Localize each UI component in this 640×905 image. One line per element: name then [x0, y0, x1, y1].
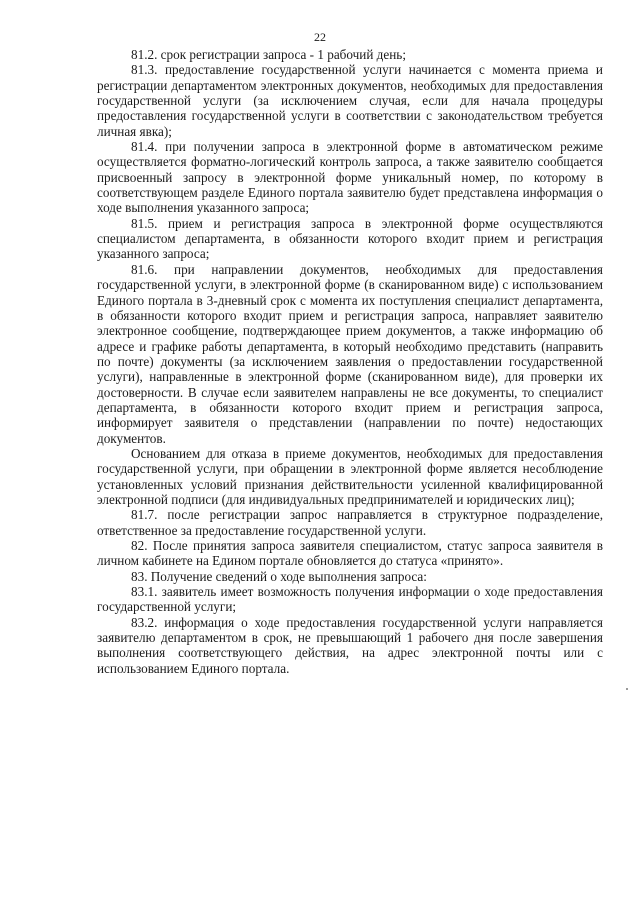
paragraph-82: 82. После принятия запроса заявителя специалистом, статус запроса заявителя в личном кабинете на Едином портале обновляется до статуса «принято».	[97, 538, 603, 569]
paragraph-81-4: 81.4. при получении запроса в электронной форме в автоматическом режиме осуществляется форматно-логический контроль запроса, а также заявителю сообщается присвоенный запросу в электронной форме уникальный номер, по которому в соответствующем разделе Единого портала заявителю будет представлена информация о ходе выполнения указанного запроса;	[97, 139, 603, 216]
paragraph-81-6: 81.6. при направлении документов, необходимых для предоставления государственной услуги, в электронной форме (в сканированном виде) с использованием Единого портала в 3-дневный срок с момента их поступления специалист департамента, в обязанности которого входит прием и регистрация запроса, направляет заявителю электронное сообщение, подтверждающее прием документов, а также информацию об адресе и графике работы департамента, в который необходимо представить (направить по почте) документы (за исключением заявления о предоставлении государственной услуги), направленные в электронной форме (сканированном виде), для проверки их достоверности. В случае если заявителем направлены не все документы, то специалист департамента, в обязанности которого входит прием и регистрация запроса, информирует заявителя о представлении (направлении по почте) недостающих документов.	[97, 261, 603, 446]
paragraph-81-7: 81.7. после регистрации запрос направляется в структурное подразделение, ответственное за предоставление государственной услуги.	[97, 507, 603, 538]
paragraph-81-3: 81.3. предоставление государственной услуги начинается с момента приема и регистрации департаментом электронных документов, необходимых для предоставления государственной услуги (за исключением случая, если для начала процедуры предоставления государственной услуги в соответствии с законодательством требуется личная явка);	[97, 62, 603, 139]
paragraph-81-5: 81.5. прием и регистрация запроса в электронной форме осуществляются специалистом департамента, в обязанности которого входит прием и регистрация указанного запроса;	[97, 215, 603, 262]
document-body	[97, 47, 603, 676]
paragraph-83-1: 83.1. заявитель имеет возможность получения информации о ходе предоставления государственной услуги;	[97, 584, 603, 615]
paragraph-refusal-grounds: Основанием для отказа в приеме документов, необходимых для предоставления государственной услуги, при обращении в электронной форме является несоблюдение установленных условий признания действительности усиленной квалифицированной электронной подписи (для индивидуальных предпринимателей и юридических лиц);	[97, 445, 603, 507]
paragraph-83: 83. Получение сведений о ходе выполнения запроса:	[131, 568, 427, 584]
page-number: 22	[314, 30, 326, 44]
scan-speck	[626, 688, 628, 690]
paragraph-81-2: 81.2. срок регистрации запроса - 1 рабочий день;	[131, 47, 406, 62]
paragraph-83-2: 83.2. информация о ходе предоставления государственной услуги направляется заявителю департаментом в срок, не превышающий 1 рабочего дня после завершения выполнения соответствующего действия, на адрес электронной почты или с использованием Единого портала.	[97, 614, 603, 676]
